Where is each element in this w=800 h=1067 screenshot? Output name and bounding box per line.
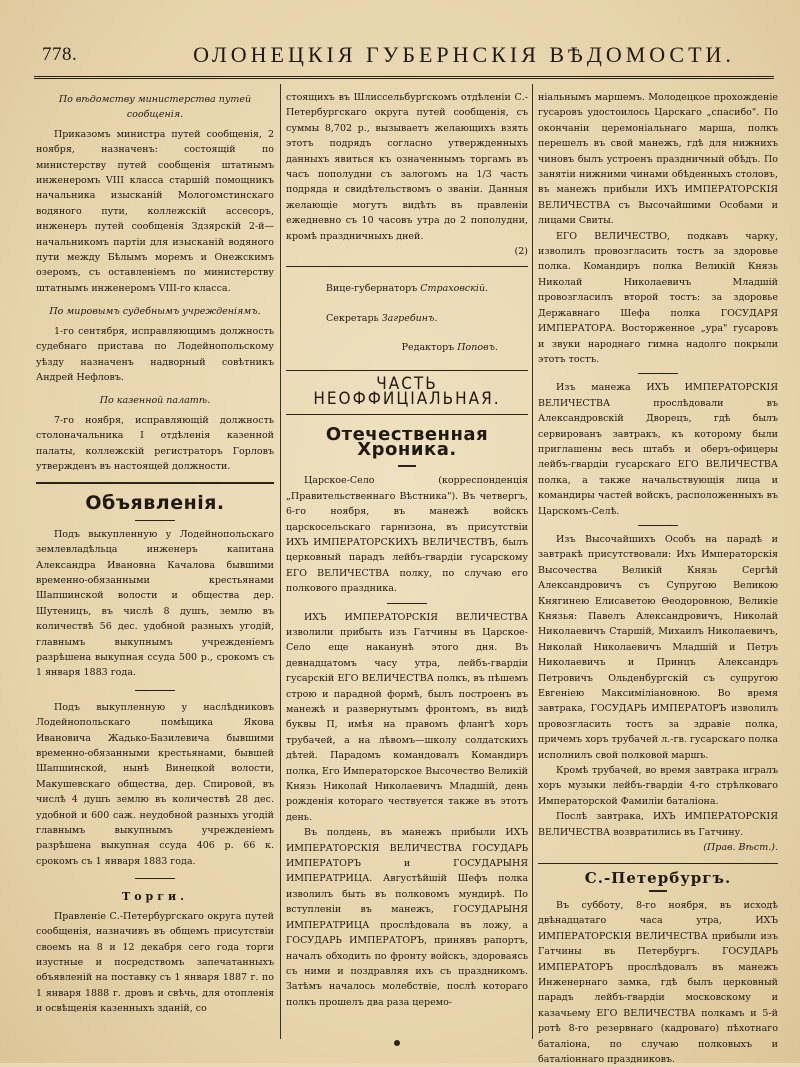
ads-heading: Объявленія.: [85, 492, 225, 515]
torgi-text: Правленіе С.-Петербургскаго округа путей сообщенія, назначивъ въ общемъ присутствіи своемъ на 8 и 12 декабря сего года торги изустные и посредствомъ запечатанныхъ объявленій на поставку съ 1 января 1887 г. по 1 января 1888 г. дровъ и свѣчь, для отопленія и освѣщенія казенныхъ зданій, со: [36, 910, 274, 1015]
rule: [638, 525, 678, 526]
chronicle-text-2: ИХЪ ИМПЕРАТОРСКІЯ ВЕЛИЧЕСТВА изволили прибыть изъ Гатчины въ Царское-Село еще наканунѣ этого дня. Въ девнадцатомъ часу утра, лейбъ-гвардіи гусарскій ЕГО ВЕЛИЧЕСТВА полкъ, въ пѣшемъ строю и парадной формѣ, былъ построенъ въ манежѣ и развернутымъ фронтомъ, въ видѣ буквы П, имѣя на правомъ флангѣ хоръ трубачей, а на лѣвомъ—школу солдатскихъ дѣтей. Парадомъ командовалъ Командиръ полка, Его Императорское Высочество Великій Князь Николай Николаевичъ Младшій, день рожденія котораго чествуется также въ этотъ день.: [286, 611, 528, 823]
section-text-treasury: 7-го ноября, исправляющій должность столоначальника I отдѣленія казенной палаты, коллежскій регистраторъ Горловъ утвержденъ въ настоящей должности.: [36, 414, 274, 472]
masthead-title: ОЛОНЕЦКІЯ ГУБЕРНСКІЯ ВѢДОМОСТИ.: [193, 42, 735, 67]
header-rule: [34, 76, 774, 79]
section-title-railways: По вѣдомству министерства путей сообщенія.: [58, 94, 252, 121]
section-title-courts: По мировымъ судебнымъ учрежденіямъ.: [49, 306, 261, 318]
ad-1: Подъ выкупленную у Лодейнопольскаго землевладѣльца инженеръ капитана Александра Ивановна Качалова бывшими временно-обязанными крестьянами Шапшинской волости и общества дер. Шутеницъ, въ числѣ 8 душъ, землю въ количествѣ 56 дес. удобной разныхъ угодій, главнымъ выкупнымъ учрежденіемъ разрѣшена выкупная ссуда 500 р., срокомъ съ 1 января 1883 года.: [36, 528, 274, 679]
rule: [649, 890, 667, 892]
chronicle-text-3: Въ полдень, въ манежъ прибыли ИХЪ ИМПЕРАТОРСКІЯ ВЕЛИЧЕСТВА ГОСУДАРЬ ИМПЕРАТОРЪ и ГОСУДАРЫНЯ ИМПЕРАТРИЦА. Августѣйшій Шефъ полка изволилъ быть въ полковомъ мундирѣ. По вступленіи въ манежъ, ГОСУДАРЫНЯ ИМПЕРАТРИЦА прослѣдовала въ ложу, а ГОСУДАРЬ ИМПЕРАТОРЪ, принявъ рапортъ, началъ обходить по фронту войскъ, здороваясь съ ними и поздравляя ихъ съ праздникомъ. Затѣмъ началось молебствіе, послѣ котораго полкъ прошелъ два раза церемо-: [286, 827, 528, 1008]
editor-label: Редакторъ: [401, 342, 455, 354]
chronicle-text-9: Послѣ завтрака, ИХЪ ИМПЕРАТОРСКІЯ ВЕЛИЧЕСТВА возвратились въ Гатчину.: [538, 811, 778, 838]
vice-governor-label: Вице-губернаторъ: [325, 283, 418, 295]
column-1: [36, 90, 274, 1017]
spb-text: Въ субботу, 8-го ноября, въ исходѣ двѣнадцатаго часа утра, ИХЪ ИМПЕРАТОРСКІЯ ВЕЛИЧЕСТВА прибыли изъ Гатчины въ Петербургъ. ГОСУДАРЬ ИМПЕРАТОРЪ прослѣдовалъ въ манежъ Инженернаго замка, гдѣ былъ церковный парадъ лейбъ-гвардіи московскому и казачьему ЕГО ВЕЛИЧЕСТВА полкамъ и 5-й ротѣ 8-го резервнаго (кадроваго) пѣхотнаго баталіона, по случаю полковыхъ и баталіоннаго праздниковъ.: [538, 899, 778, 1065]
chronicle-text-7: Изъ Высочайшихъ Особъ на парадѣ и завтракѣ присутствовали: Ихъ Императорскія Высочества Великій Князь Сергѣй Александровичъ съ Супругою Великою Княгинею Елисаветою Ѳеодоровною, Великіе Князья: Павелъ Александровичъ, Николай Николаевичъ Старшій, Михаилъ Николаевичъ, Николай Николаевичъ Младшій и Петръ Николаевичъ и Принцъ Александръ Петровичъ Ольденбургскій съ супругою Евгеніею Максиміліановною. Во время завтрака, ГОСУДАРЬ ИМПЕРАТОРЪ изволилъ провозгласить тостъ за здравіе полка, причемъ хоръ трубачей л.-гв. гусарскаго полка исполнилъ свой полковой маршъ.: [538, 533, 778, 761]
unofficial-part-heading: ЧАСТЬ НЕОФФИЦІАЛЬНАЯ.: [286, 370, 528, 415]
rule: [135, 690, 175, 691]
chronicle-text-1: Царское-Село (корреспонденція „Правительственнаго Вѣстника"). Въ четвергъ, 6-го ноября, въ манежѣ войскъ царскосельскаго гарнизона, въ присутствіи ИХЪ ИМПЕРАТОРСКИХЪ ВЕЛИЧЕСТВЪ, былъ церковный парадъ лейбъ-гвардіи гусарскому ЕГО ВЕЛИЧЕСТВА полку, по случаю его полкового праздника.: [286, 475, 528, 595]
spb-heading: С.-Петербургъ.: [584, 868, 732, 887]
rule: [286, 266, 528, 267]
chronicle-heading: Отечественная Хроника.: [325, 423, 489, 460]
editor-name: Поповъ.: [457, 342, 498, 354]
torgi-heading: Торги.: [122, 890, 188, 904]
column-2: [286, 90, 528, 1010]
torgi-continued: стоящихъ въ Шлиссельбургскомъ отдѣленіи С.-Петербургскаго округа путей сообщенія, съ суммы 8,702 р., вызываетъ желающихъ взять этотъ подрядъ согласно утвержденныхъ данныхъ явиться къ означеннымъ торгамъ въ часъ пополудни съ залогомъ на 1/3 часть подряда и свидѣтельствомъ о званіи. Данныя желающіе могутъ видѣть въ правленіи ежедневно съ 10 часовъ утра до 2 пополудни, кромѣ праздничныхъ дней.: [286, 92, 528, 242]
secretary-name: Загребинъ.: [381, 312, 438, 324]
page-header: [34, 38, 774, 78]
rule: [387, 603, 427, 604]
chronicle-text-5: ЕГО ВЕЛИЧЕСТВО, подкавъ чарку, изволилъ провозгласить тостъ за здоровье полка. Командиръ полка Великій Князь Николай Николаевичъ Младшій провозгласилъ второй тостъ: за здоровье Державнаго Шефа полка ГОСУДАРЯ ИМПЕРАТОРА. Восторженное „ура" гусаровъ и звуки народнаго гимна надолго покрыли этотъ тостъ.: [538, 230, 778, 365]
source-note: (Прав. Вѣст.).: [703, 842, 778, 854]
ad-2: Подъ выкупленную у наслѣдниковъ Лодейнопольскаго помѣщика Якова Ивановича Жадько-Базилевича бывшими временно-обязанными крестьянами, бывшей Шапшинской, нынѣ Винецкой волости, Макушевскаго общества, дер. Спировой, въ числѣ 4 душъ землю въ количествѣ 28 дес. удобной и 600 саж. неудобной разныхъ угодій главнымъ выкупнымъ учрежденіемъ разрѣшена выкупная ссуда 406 р. 66 к. срокомъ съ 1 января 1883 года.: [36, 701, 274, 867]
rule: [135, 878, 175, 879]
column-divider-1: [280, 84, 281, 1039]
signature-secretary: [286, 311, 528, 326]
rule: [398, 465, 416, 467]
signature-vice-governor: [286, 281, 528, 296]
chronicle-text-8: Кромѣ трубачей, во время завтрака игралъ хоръ музыки лейбъ-гвардіи 4-го стрѣлковаго Императорской Фамиліи баталіона.: [538, 765, 778, 807]
column-divider-2: [532, 84, 533, 1039]
signature-editor: [286, 340, 528, 355]
bottom-ornament: [394, 1040, 400, 1046]
column-3: [538, 90, 778, 1067]
rule: [538, 863, 778, 864]
page-number: 778.: [42, 44, 78, 65]
section-text-courts: 1-го сентября, исправляющимъ должность судебнаго пристава по Лодейнопольскому уѣзду назначенъ надворный совѣтникъ Андрей Нефловъ.: [36, 325, 274, 383]
secretary-label: Секретарь: [326, 312, 379, 324]
rule: [638, 373, 678, 374]
rule: [36, 482, 274, 484]
notice-number: (2): [514, 246, 528, 258]
vice-governor-name: Страховскій.: [420, 283, 489, 295]
section-text-railways: Приказомъ министра путей сообщенія, 2 ноября, назначенъ: состоящій по министерству путей сообщенія штатнымъ инженеромъ VIII класса старшій помощникъ начальника изысканій Мологомстинскаго водяного пути, коллежскій ассесоръ, инженеръ путей сообщенія Здзярскій 2-й—начальникомъ партіи для изысканій водяного пути между Бѣлымъ моремъ и Онежскимъ озеромъ, съ оставленіемъ по министерству штатнымъ инженеромъ VIII-го класса.: [36, 128, 274, 294]
chronicle-text-6: Изъ манежа ИХЪ ИМПЕРАТОРСКІЯ ВЕЛИЧЕСТВА прослѣдовали въ Александровскій Дворецъ, гдѣ былъ сервированъ завтракъ, къ которому были приглашены весь штабъ и оберъ-офицеры лейбъ-гвардіи гусарскаго ЕГО ВЕЛИЧЕСТВА полка, а также начальствующія лица и командиры частей войскъ, расположенныхъ въ Царскомъ-Селѣ.: [538, 382, 778, 517]
chronicle-text-4: ніальнымъ маршемъ. Молодецкое прохожденіе гусаровъ удостоилось Царскаго „спасибо". По окончаніи церемоніальнаго марша, полкъ перешелъ въ свой манежъ, гдѣ для нижнихъ чиновъ былъ устроенъ праздничный обѣдъ. По занятіи нижними чинами обѣденныхъ столовъ, въ манежъ прибыли ИХЪ ИМПЕРАТОРСКІЯ ВЕЛИЧЕСТВА съ Высочайшими Особами и лицами Свиты.: [538, 92, 778, 227]
section-title-treasury: По казенной палатѣ.: [99, 395, 211, 407]
rule: [135, 520, 175, 521]
